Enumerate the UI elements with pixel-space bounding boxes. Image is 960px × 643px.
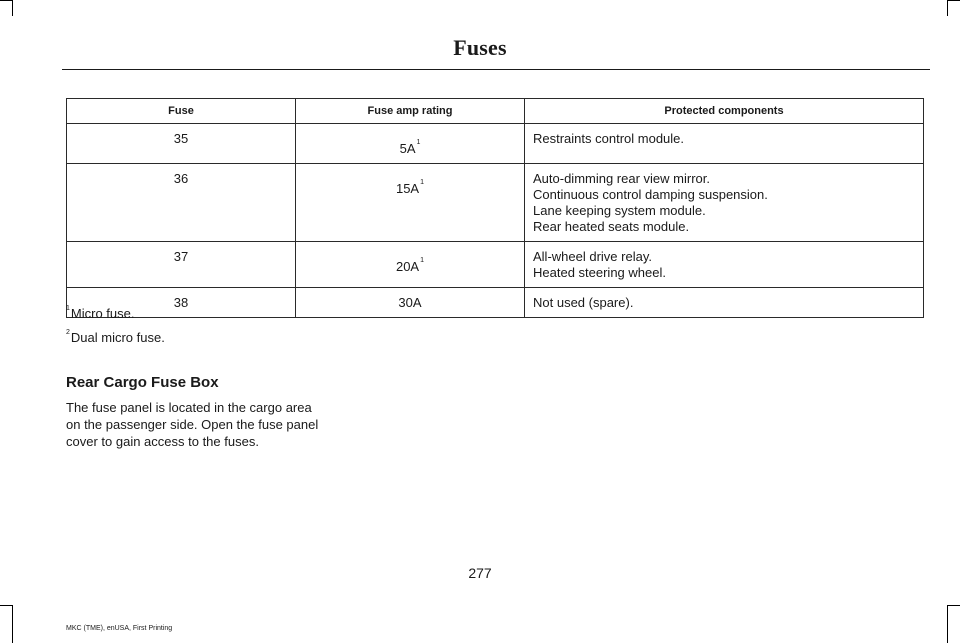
- component-line: Lane keeping system module.: [533, 203, 706, 218]
- fuse-number: 38: [67, 288, 296, 318]
- body-line: The fuse panel is located in the cargo area: [66, 400, 312, 415]
- table-row: [67, 288, 924, 318]
- protected-components: [525, 288, 924, 318]
- crop-mark: [12, 605, 13, 643]
- body-line: cover to gain access to the fuses.: [66, 434, 259, 449]
- amp-value: 5A: [399, 141, 416, 156]
- amp-value: 30A: [398, 295, 422, 310]
- crop-mark: [947, 605, 960, 606]
- protected-components: [525, 124, 924, 164]
- protected-components: [525, 164, 924, 242]
- fuse-table: [66, 98, 924, 318]
- crop-mark: [0, 0, 12, 1]
- print-footer: MKC (TME), enUSA, First Printing: [66, 625, 173, 632]
- table-row: [67, 164, 924, 242]
- component-line: Continuous control damping suspension.: [533, 187, 768, 202]
- footnote-text: Micro fuse.: [70, 306, 135, 321]
- crop-mark: [947, 0, 948, 16]
- footnote-ref: 1: [416, 139, 421, 146]
- protected-components: [525, 242, 924, 288]
- component-line: All-wheel drive relay.: [533, 249, 652, 264]
- footnote-text: Dual micro fuse.: [70, 330, 165, 345]
- component-line: Heated steering wheel.: [533, 265, 666, 280]
- crop-mark: [947, 605, 948, 643]
- title-divider: [62, 69, 930, 70]
- amp-rating: [296, 288, 525, 318]
- crop-mark: [12, 0, 13, 16]
- amp-rating: [296, 164, 525, 242]
- fuse-number: 37: [67, 242, 296, 288]
- footnote: [66, 329, 165, 345]
- component-line: Not used (spare).: [533, 295, 634, 310]
- column-header-protected-components: Protected components: [525, 99, 924, 124]
- page-number: 277: [468, 565, 492, 581]
- amp-value: 20A: [395, 259, 420, 274]
- table-row: [67, 124, 924, 164]
- footnote: [66, 305, 134, 321]
- amp-value: 15A: [395, 181, 420, 196]
- amp-rating: [296, 242, 525, 288]
- footnote-ref: 1: [420, 179, 425, 186]
- section-heading: Rear Cargo Fuse Box: [66, 374, 219, 391]
- crop-mark: [0, 605, 12, 606]
- table-header-row: [67, 99, 924, 124]
- footnote-ref: 1: [420, 257, 425, 264]
- component-line: Rear heated seats module.: [533, 219, 690, 234]
- column-header-amp-rating: Fuse amp rating: [296, 99, 525, 124]
- component-line: Auto-dimming rear view mirror.: [533, 171, 710, 186]
- column-header-fuse: Fuse: [67, 99, 296, 124]
- footnote-marker: 2: [66, 329, 70, 336]
- section-body: [66, 399, 346, 450]
- body-line: on the passenger side. Open the fuse panel: [66, 417, 319, 432]
- amp-rating: [296, 124, 525, 164]
- footnote-marker: 1: [66, 305, 70, 312]
- crop-mark: [947, 0, 960, 1]
- table-row: [67, 242, 924, 288]
- component-line: Restraints control module.: [533, 131, 685, 146]
- fuse-number: 35: [67, 124, 296, 164]
- fuse-number: 36: [67, 164, 296, 242]
- page-title: Fuses: [453, 35, 507, 60]
